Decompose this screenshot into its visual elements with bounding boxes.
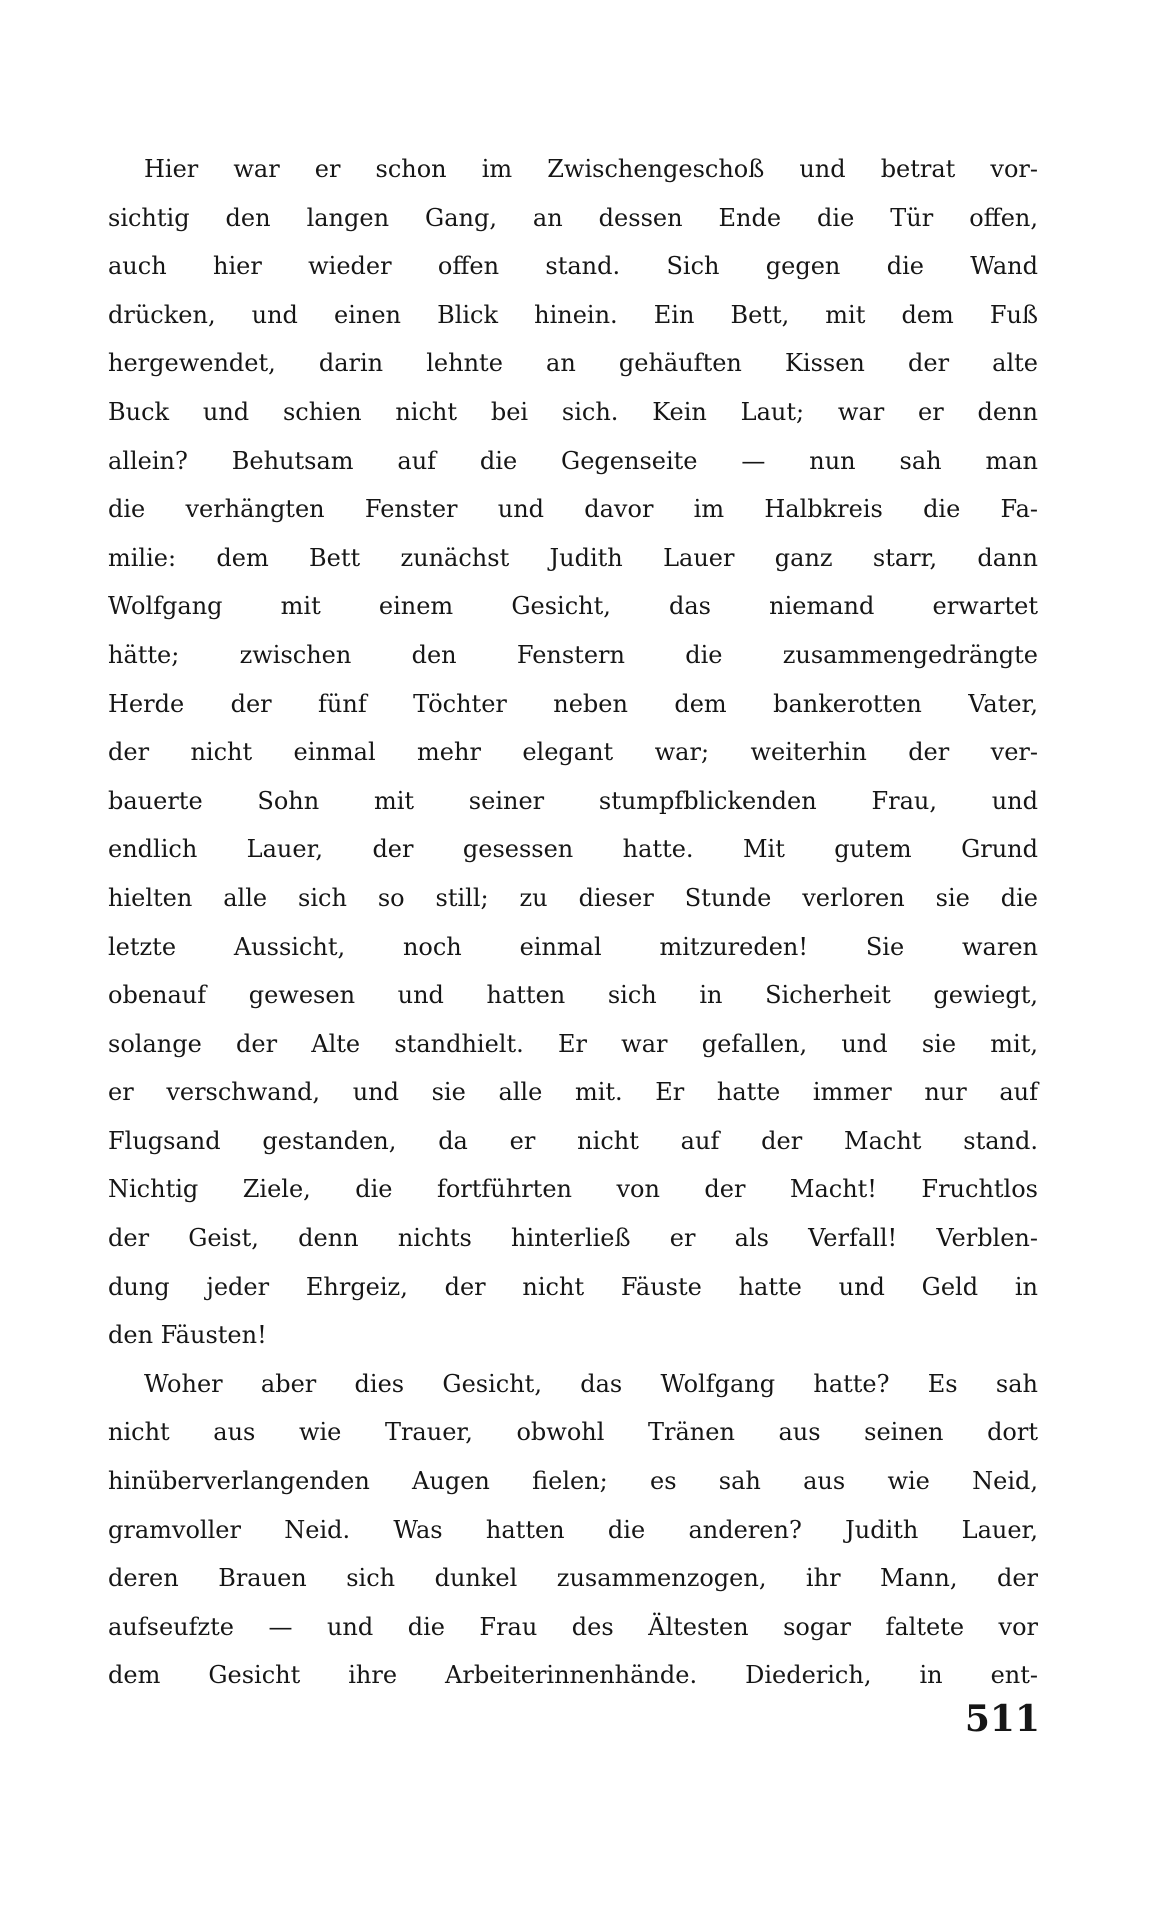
- body-text: [108, 145, 1038, 1700]
- text-line: den Fäusten!: [108, 1321, 267, 1350]
- page-number: 511: [964, 1698, 1040, 1740]
- text-line: Nichtig Ziele, die fortführten von der Macht! Fruchtlos: [108, 1175, 1038, 1204]
- text-line: dung jeder Ehrgeiz, der nicht Fäuste hatte und Geld in: [108, 1272, 1038, 1301]
- text-line: Herde der fünf Töchter neben dem bankerotten Vater,: [108, 689, 1038, 718]
- text-line: die verhängten Fenster und davor im Halbkreis die Fa-: [108, 495, 1038, 524]
- text-line: hinüberverlangenden Augen fielen; es sah aus wie Neid,: [108, 1467, 1038, 1496]
- text-line: deren Brauen sich dunkel zusammenzogen, ihr Mann, der: [108, 1564, 1038, 1593]
- text-line: hielten alle sich so still; zu dieser Stunde verloren sie die: [108, 883, 1038, 912]
- text-line: gramvoller Neid. Was hatten die anderen? Judith Lauer,: [108, 1515, 1038, 1544]
- text-line: Flugsand gestanden, da er nicht auf der Macht stand.: [108, 1126, 1038, 1155]
- text-line: sichtig den langen Gang, an dessen Ende die Tür offen,: [108, 203, 1038, 232]
- text-line: solange der Alte standhielt. Er war gefallen, und sie mit,: [108, 1029, 1038, 1058]
- paragraph-1: [108, 145, 1038, 1360]
- text-line: auch hier wieder offen stand. Sich gegen die Wand: [108, 252, 1038, 281]
- text-line: der nicht einmal mehr elegant war; weiterhin der ver-: [108, 738, 1038, 767]
- text-line: dem Gesicht ihre Arbeiterinnenhände. Diederich, in ent-: [108, 1661, 1038, 1690]
- text-line: Buck und schien nicht bei sich. Kein Laut; war er denn: [108, 397, 1038, 426]
- text-line: endlich Lauer, der gesessen hatte. Mit gutem Grund: [108, 835, 1038, 864]
- text-line: hätte; zwischen den Fenstern die zusammengedrängte: [108, 640, 1038, 669]
- text-line: der Geist, denn nichts hinterließ er als Verfall! Verblen-: [108, 1224, 1038, 1253]
- text-line: drücken, und einen Blick hinein. Ein Bett, mit dem Fuß: [108, 300, 1038, 329]
- text-line: Hier war er schon im Zwischengeschoß und betrat vor-: [144, 155, 1038, 183]
- text-line: Wolfgang mit einem Gesicht, das niemand erwartet: [108, 592, 1038, 621]
- text-line: Woher aber dies Gesicht, das Wolfgang hatte? Es sah: [144, 1369, 1038, 1398]
- text-line: milie: dem Bett zunächst Judith Lauer ganz starr, dann: [108, 543, 1038, 572]
- text-line: nicht aus wie Trauer, obwohl Tränen aus seinen dort: [108, 1418, 1038, 1447]
- text-line: bauerte Sohn mit seiner stumpfblickenden Frau, und: [108, 786, 1038, 815]
- text-line: aufseufzte — und die Frau des Ältesten sogar faltete vor: [108, 1612, 1038, 1641]
- text-line: er verschwand, und sie alle mit. Er hatte immer nur auf: [108, 1078, 1038, 1107]
- text-line: hergewendet, darin lehnte an gehäuften Kissen der alte: [108, 349, 1038, 378]
- text-line: obenauf gewesen und hatten sich in Sicherheit gewiegt,: [108, 981, 1038, 1010]
- text-line: letzte Aussicht, noch einmal mitzureden! Sie waren: [108, 932, 1038, 961]
- paragraph-2: [108, 1360, 1038, 1700]
- text-line: allein? Behutsam auf die Gegenseite — nun sah man: [108, 446, 1038, 475]
